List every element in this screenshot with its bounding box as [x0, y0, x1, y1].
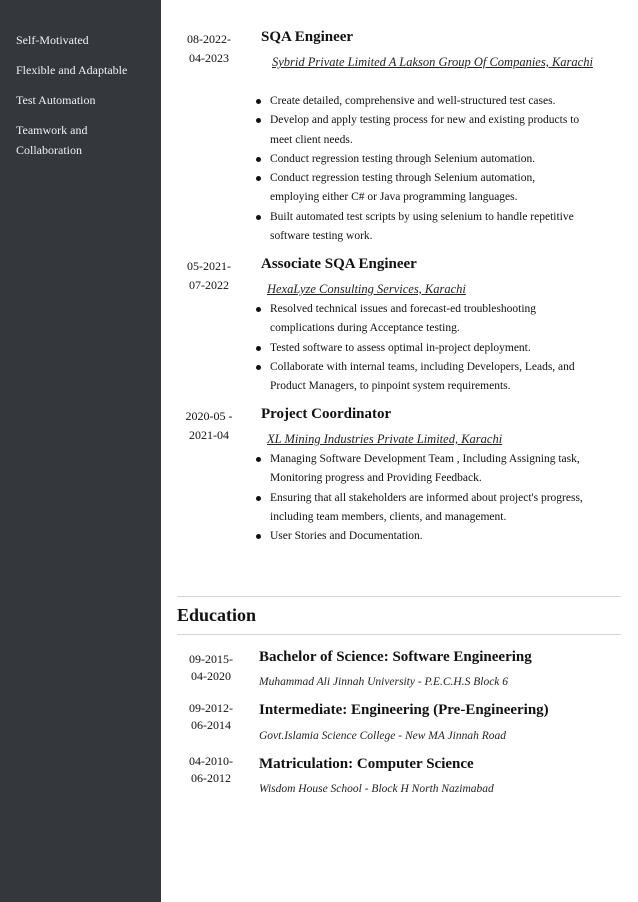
- date-end: 06-2014: [191, 718, 231, 732]
- date-end: 2021-04: [189, 428, 229, 442]
- list-item: Collaborate with internal teams, including Developers, Leads, and Product Managers, to pinpoint system requirements.: [256, 358, 586, 397]
- list-item: Create detailed, comprehensive and well-structured test cases.: [256, 92, 586, 111]
- divider: [177, 596, 621, 597]
- date-end: 04-2023: [189, 51, 229, 65]
- job-title: Associate SQA Engineer: [261, 256, 417, 272]
- responsibilities-list: [256, 300, 586, 396]
- job-date: [174, 407, 244, 445]
- degree-title: Intermediate: Engineering (Pre-Engineering): [259, 702, 549, 718]
- date-start: 2020-05 -: [185, 409, 233, 423]
- date-start: 04-2010-: [189, 754, 233, 768]
- skill-item: Test Automation: [16, 93, 96, 107]
- list-item: Built automated test scripts by using selenium to handle repetitive software testing work.: [256, 208, 586, 247]
- education-date: [181, 753, 241, 787]
- company-name: Sybrid Private Limited A Lakson Group Of Companies, Karachi: [272, 55, 593, 69]
- date-end: 07-2022: [189, 278, 229, 292]
- responsibilities-list: [256, 92, 586, 246]
- education-date: [181, 700, 241, 734]
- date-start: 09-2015-: [189, 652, 233, 666]
- job-title: Project Coordinator: [261, 406, 392, 422]
- list-item: Ensuring that all stakeholders are informed about project's progress, including team members, clients, and management.: [256, 489, 586, 528]
- main-content: [161, 0, 638, 902]
- list-item: Conduct regression testing through Selenium automation.: [256, 150, 586, 169]
- job-date: [174, 257, 244, 295]
- sidebar: [0, 0, 161, 902]
- responsibilities-list: [256, 450, 586, 546]
- job-date: [174, 30, 244, 68]
- list-item: User Stories and Documentation.: [256, 527, 586, 546]
- list-item: Resolved technical issues and forecast-ed troubleshooting complications during Acceptance testing.: [256, 300, 586, 339]
- date-start: 09-2012-: [189, 701, 233, 715]
- skill-item: Teamwork and Collaboration: [16, 123, 88, 157]
- date-end: 04-2020: [191, 669, 231, 683]
- list-item: Conduct regression testing through Selenium automation, employing either C# or Java programming languages.: [256, 169, 586, 208]
- date-start: 05-2021-: [187, 259, 231, 273]
- date-end: 06-2012: [191, 771, 231, 785]
- school-name: Govt.Islamia Science College - New MA Jinnah Road: [259, 730, 506, 742]
- company-name: XL Mining Industries Private Limited, Karachi: [267, 432, 503, 446]
- degree-title: Bachelor of Science: Software Engineering: [259, 649, 532, 665]
- section-heading: Education: [177, 605, 257, 625]
- company-name: HexaLyze Consulting Services, Karachi: [267, 282, 466, 296]
- school-name: Muhammad Ali Jinnah University - P.E.C.H.S Block 6: [259, 676, 509, 688]
- divider: [177, 634, 621, 635]
- list-item: Tested software to assess optimal in-project deployment.: [256, 339, 586, 358]
- education-date: [181, 651, 241, 685]
- degree-title: Matriculation: Computer Science: [259, 756, 474, 772]
- list-item: Develop and apply testing process for new and existing products to meet client needs.: [256, 111, 586, 150]
- job-title: SQA Engineer: [261, 29, 354, 45]
- list-item: Managing Software Development Team , Including Assigning task, Monitoring progress and Providing Feedback.: [256, 450, 586, 489]
- skill-item: Self-Motivated: [16, 33, 89, 47]
- school-name: Wisdom House School - Block H North Nazimabad: [259, 783, 494, 795]
- date-start: 08-2022-: [187, 32, 231, 46]
- skill-item: Flexible and Adaptable: [16, 63, 128, 77]
